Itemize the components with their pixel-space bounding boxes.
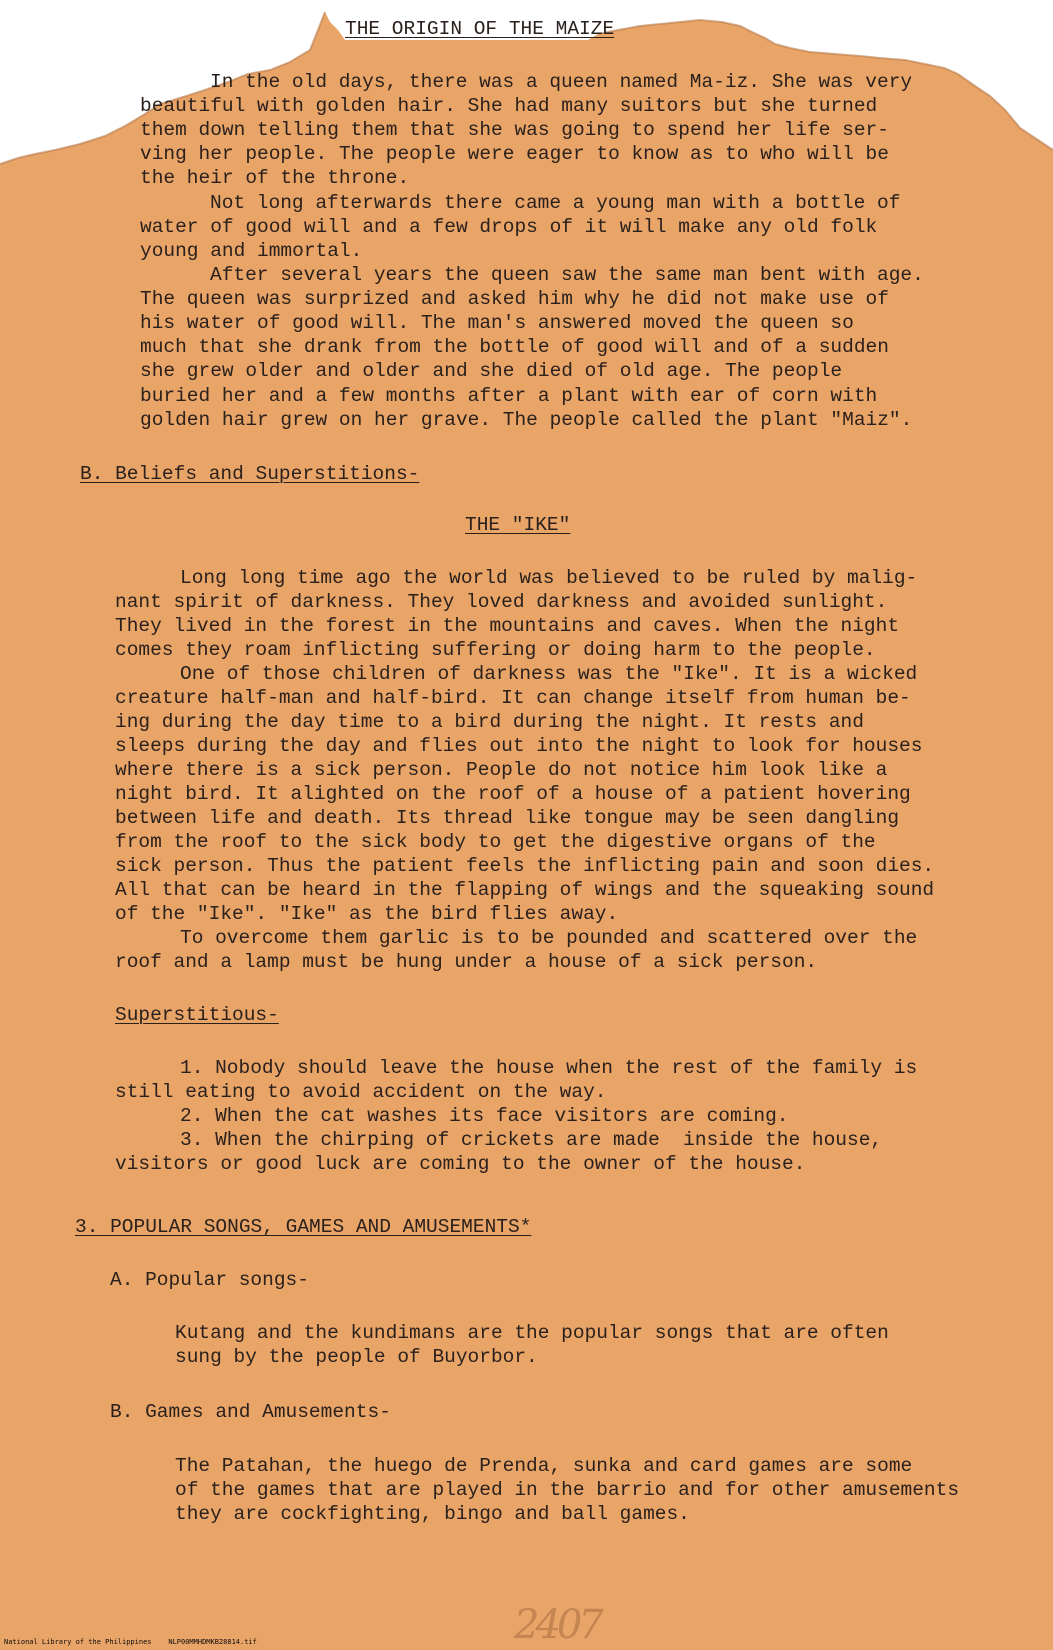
archive-footer: National Library of the Philippines NLP00MMHDMKB28814.tif bbox=[4, 1638, 257, 1646]
section3-heading: 3. POPULAR SONGS, GAMES AND AMUSEMENTS* bbox=[75, 1216, 532, 1238]
popular-songs-line-1: Kutang and the kundimans are the popular songs that are often bbox=[175, 1322, 889, 1344]
ike-line-7: ing during the day time to a bird during the night. It rests and bbox=[115, 711, 864, 733]
origin-line-11: his water of good will. The man's answered moved the queen so bbox=[140, 312, 854, 334]
ike-line-6: creature half-man and half-bird. It can change itself from human be- bbox=[115, 687, 911, 709]
games-heading: B. Games and Amusements- bbox=[110, 1401, 391, 1423]
ike-line-11: between life and death. Its thread like tongue may be seen dangling bbox=[115, 807, 900, 829]
origin-line-4: ving her people. The people were eager to know as to who will be bbox=[140, 143, 889, 165]
origin-line-14: buried her and a few months after a plant with ear of corn with bbox=[140, 385, 878, 407]
origin-line-1: In the old days, there was a queen named Ma-iz. She was very bbox=[210, 71, 913, 93]
origin-line-9: After several years the queen saw the same man bent with age. bbox=[210, 264, 924, 286]
ike-line-13: sick person. Thus the patient feels the inflicting pain and soon dies. bbox=[115, 855, 935, 877]
origin-line-15: golden hair grew on her grave. The people called the plant "Maiz". bbox=[140, 409, 913, 431]
ike-line-8: sleeps during the day and flies out into the night to look for houses bbox=[115, 735, 923, 757]
popular-songs-heading: A. Popular songs- bbox=[110, 1269, 309, 1291]
origin-line-7: water of good will and a few drops of it will make any old folk bbox=[140, 216, 878, 238]
ike-line-9: where there is a sick person. People do not notice him look like a bbox=[115, 759, 888, 781]
games-line-1: The Patahan, the huego de Prenda, sunka and card games are some bbox=[175, 1455, 913, 1477]
origin-line-5: the heir of the throne. bbox=[140, 167, 410, 189]
origin-line-6: Not long afterwards there came a young man with a bottle of bbox=[210, 192, 901, 214]
beliefs-heading: B. Beliefs and Superstitions- bbox=[80, 463, 420, 485]
ike-line-10: night bird. It alighted on the roof of a house of a patient hovering bbox=[115, 783, 911, 805]
origin-line-2: beautiful with golden hair. She had many suitors but she turned bbox=[140, 95, 878, 117]
superstition-line-1: 1. Nobody should leave the house when the rest of the family is bbox=[180, 1057, 918, 1079]
superstition-line-5: visitors or good luck are coming to the owner of the house. bbox=[115, 1153, 806, 1175]
ike-line-4: comes they roam inflicting suffering or doing harm to the people. bbox=[115, 639, 876, 661]
origin-line-10: The queen was surprized and asked him why he did not make use of bbox=[140, 288, 889, 310]
ike-line-14: All that can be heard in the flapping of wings and the squeaking sound bbox=[115, 879, 935, 901]
ike-line-2: nant spirit of darkness. They loved darkness and avoided sunlight. bbox=[115, 591, 888, 613]
ike-line-3: They lived in the forest in the mountains and caves. When the night bbox=[115, 615, 900, 637]
popular-songs-line-2: sung by the people of Buyorbor. bbox=[175, 1346, 538, 1368]
superstition-line-3: 2. When the cat washes its face visitors are coming. bbox=[180, 1105, 789, 1127]
ike-line-17: roof and a lamp must be hung under a house of a sick person. bbox=[115, 951, 818, 973]
ike-title: THE "IKE" bbox=[465, 514, 571, 536]
ike-line-1: Long long time ago the world was believed to be ruled by malig- bbox=[180, 567, 918, 589]
ike-line-12: from the roof to the sick body to get the digestive organs of the bbox=[115, 831, 876, 853]
origin-line-8: young and immortal. bbox=[140, 240, 363, 262]
handwritten-page-number: 2407 bbox=[514, 1602, 600, 1648]
games-line-2: of the games that are played in the barrio and for other amusements bbox=[175, 1479, 960, 1501]
superstition-line-2: still eating to avoid accident on the way. bbox=[115, 1081, 607, 1103]
origin-line-13: she grew older and older and she died of old age. The people bbox=[140, 360, 843, 382]
origin-line-3: them down telling them that she was going to spend her life ser- bbox=[140, 119, 889, 141]
games-line-3: they are cockfighting, bingo and ball games. bbox=[175, 1503, 690, 1525]
ike-line-16: To overcome them garlic is to be pounded and scattered over the bbox=[180, 927, 918, 949]
ike-line-15: of the "Ike". "Ike" as the bird flies away. bbox=[115, 903, 619, 925]
ike-line-5: One of those children of darkness was the "Ike". It is a wicked bbox=[180, 663, 918, 685]
superstitious-heading: Superstitious- bbox=[115, 1004, 279, 1026]
superstition-line-4: 3. When the chirping of crickets are made inside the house, bbox=[180, 1129, 883, 1151]
origin-line-12: much that she drank from the bottle of good will and of a sudden bbox=[140, 336, 889, 358]
origin-title: THE ORIGIN OF THE MAIZE bbox=[345, 18, 615, 40]
